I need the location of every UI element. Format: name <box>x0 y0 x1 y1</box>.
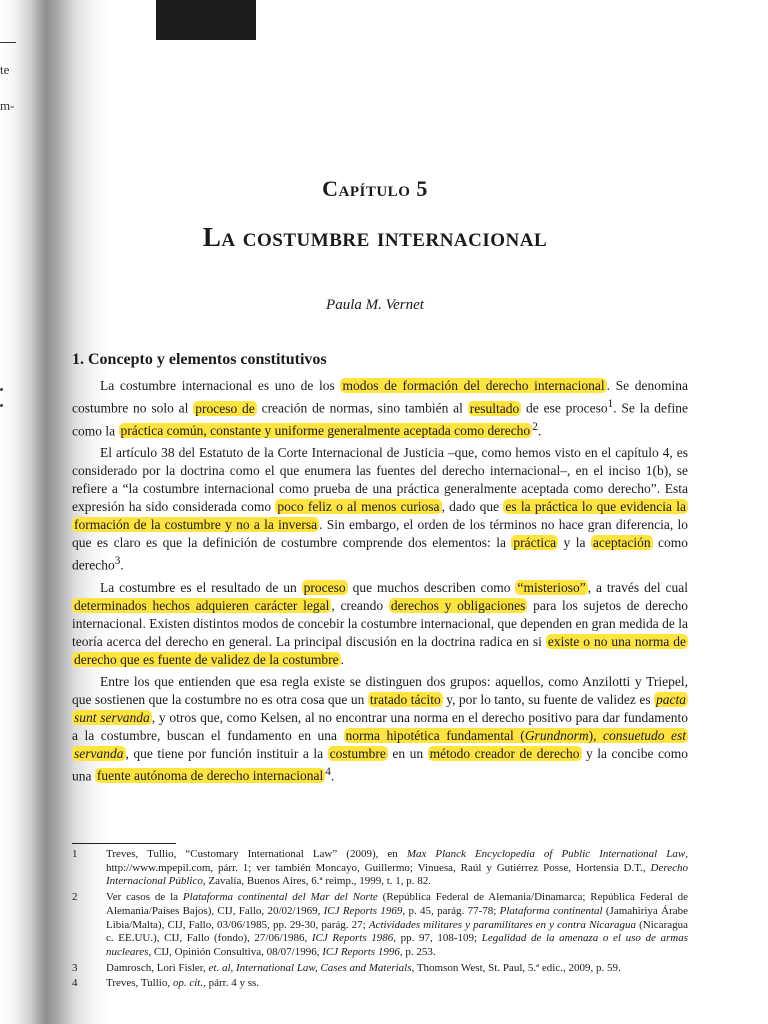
facing-page-rule <box>0 42 16 43</box>
highlight: aceptación <box>592 535 651 550</box>
paragraph: El artículo 38 del Estatuto de la Corte Internacional de Justicia –que, como hemos visto en el capítulo 4, es considerado por la doctrina como el que enumera las fuentes del derecho internacional–, en el inciso 1(b), se refiere a “la costumbre internacional como prueba de una práctica generalmente aceptada como derecho”. Esta expresión ha sido considerada como poco feliz o al menos curiosa , dado que es la práctica lo que evidencia la formación de la costumbre y no a la inversa . Sin embargo, el orden de los términos no hace gran diferencia, lo que es claro es que la definición de costumbre comprende dos elementos: la práctica y la aceptación como derecho$^3$. <box>72 445 688 573</box>
footnote-text: Ver casos de la Plataforma continental del Mar del Norte (República Federal de Alemania/Dinamarca; República Federal de Alemania/Países Bajos), CIJ, Fallo, 20/02/1969, ICJ Reports 1969, p. 45, parág. 77-78; Plataforma continental (Jamahiriya Árabe Libia/Malta), CIJ, Fallo, 03/06/1985, pp. 29-30, parág. 27; Actividades militares y paramilitares en y contra Nicaragua (Nicaragua c. EE.UU.), CIJ, Fallo (fondo), 27/06/1986, ICJ Reports 1986, pp. 97, 108-109; Legalidad de la amenaza o el uso de armas nucleares, CIJ, Opinión Consultiva, 08/07/1996, ICJ Reports 1996, p. 253. <box>106 891 689 958</box>
footnote-text: Treves, Tullio, “Customary International Law” (2009), en Max Planck Encyclopedia of Public International Law, http://www.mpepil.com, párr. 1; ver también Moncayo, Guillermo; Vinuesa, Raúl y Gutiérrez Posse, Hortensia D.T., Derecho Internacional Público, Zavalía, Buenos Aires, 6.ª reimp., 1999, t. 1, p. 82. <box>106 848 688 888</box>
footnote-separator <box>72 843 176 844</box>
section-heading: 1. Concepto y elementos constitutivos <box>72 351 327 368</box>
highlight: existe o no una norma de derecho que es fuente de validez de la costumbre <box>74 633 686 667</box>
paragraph: La costumbre internacional es uno de los modos de formación del derecho internacional . Se denomina costumbre no solo al proceso de creación de normas, sino también al resultado de ese proceso$^1$. Se la define como la práctica común, constante y uniforme generalmente aceptada como derecho $^2$. <box>72 378 689 438</box>
highlight: práctica común, constante y uniforme generalmente aceptada como derecho <box>120 423 531 438</box>
highlight: proceso <box>303 579 346 595</box>
highlight: resultado <box>469 400 520 416</box>
footnote-ref: 4 <box>325 765 331 778</box>
footnote-text: Treves, Tullio, op. cit., párr. 4 y ss. <box>106 977 260 990</box>
footnotes <box>72 848 688 993</box>
highlight: tratado tácito <box>369 691 441 707</box>
footnote-ref: 2 <box>532 420 538 433</box>
highlight: derechos y obligaciones <box>390 597 526 613</box>
highlight: pacta sunt servanda <box>74 691 687 725</box>
paragraph: Entre los que entienden que esa regla existe se distinguen dos grupos: aquellos, como Anzilotti y Triepel, que sostienen que la costumbre no es otra cosa que un tratado tácito y, por lo tanto, su fuente de validez es pacta sunt servanda , y otros que, como Kelsen, al no encontrar una norma en el derecho positivo para dar fundamento a la costumbre, buscan el fundamento en una norma hipotética fundamental (Grundnorm), consuetudo est servanda , que tiene por función instituir a la costumbre en un método creador de derecho y la concibe como una fuente autónoma de derecho internacional $^4$. <box>72 673 688 783</box>
footnote <box>72 977 688 991</box>
redaction-block <box>156 0 256 40</box>
body-text <box>72 377 688 789</box>
highlight: método creador de derecho <box>429 745 580 761</box>
footnote-number: 2 <box>72 891 78 904</box>
highlight: poco feliz o al menos curiosa <box>277 499 440 514</box>
chapter-label: Capítulo 5 <box>322 176 428 201</box>
highlight: modos de formación del derecho internacional <box>342 378 605 393</box>
facing-page-mark <box>0 404 3 407</box>
footnote-ref: 3 <box>114 555 121 567</box>
footnote-number: 4 <box>72 977 78 990</box>
highlight: determinados hechos adquieren carácter legal <box>74 597 330 613</box>
footnote <box>72 848 688 889</box>
footnote <box>72 962 688 976</box>
facing-page-fragment: m- <box>0 98 15 113</box>
paragraph: La costumbre es el resultado de un proceso que muchos describen como “misterioso” , a través del cual determinados hechos adquieren carácter legal , creando derechos y obligaciones para los sujetos de derecho internacional. Existen distintos modos de concebir la costumbre internacional, que dependen en gran medida de la teoría acerca del derecho en general. La principal discusión en la doctrina radica en si existe o no una norma de derecho que es fuente de validez de la costumbre . <box>72 579 688 667</box>
highlight: costumbre <box>329 745 386 761</box>
footnote-number: 1 <box>72 848 78 860</box>
footnote-ref: 1 <box>607 398 614 410</box>
highlight: “misterioso” <box>517 579 586 595</box>
chapter-title: La costumbre internacional <box>202 222 548 252</box>
highlight: norma hipotética fundamental (Grundnorm), consuetudo est servanda <box>74 727 686 761</box>
highlight: es la práctica lo que evidencia la formación de la costumbre y no a la inversa <box>74 499 687 532</box>
author-name: Paula M. Vernet <box>326 297 424 313</box>
highlight: proceso de <box>195 400 255 416</box>
highlight: práctica <box>513 535 557 550</box>
facing-page-mark <box>0 388 3 391</box>
facing-page-fragment: te <box>0 62 10 77</box>
footnote <box>72 891 688 960</box>
footnote-number: 3 <box>72 961 78 974</box>
footnote-text: Damrosch, Lori Fisler, et. al, International Law, Cases and Materials, Thomson West, St. Paul, 5.ª edic., 2009, p. 59. <box>106 961 621 974</box>
highlight: fuente autónoma de derecho internacional <box>96 768 324 783</box>
